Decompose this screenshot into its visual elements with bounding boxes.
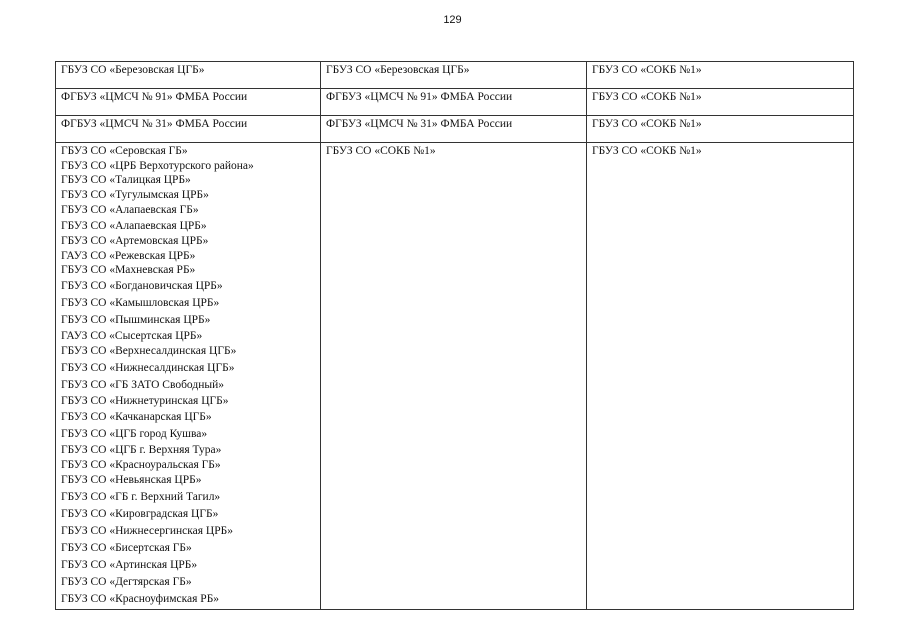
list-item: ГБУЗ СО «Махневская РБ»: [61, 264, 196, 277]
list-item: ГБУЗ СО «Дегтярская ГБ»: [61, 576, 192, 589]
list-item: ГБУЗ СО «Серовская ГБ»: [61, 145, 188, 157]
list-item: ГБУЗ СО «Богдановичская ЦРБ»: [61, 279, 223, 292]
list-item: ГБУЗ СО «Пышминская ЦРБ»: [61, 313, 211, 326]
page-number: 129: [443, 14, 462, 26]
list-item: ГБУЗ СО «Артемовская ЦРБ»: [61, 234, 209, 247]
list-item: ГБУЗ СО «Камышловская ЦРБ»: [61, 296, 220, 309]
cell-primary-organization: ГБУЗ СО «СОКБ №1»: [321, 143, 587, 610]
list-item: ГБУЗ СО «Бисертская ГБ»: [61, 542, 192, 555]
cell-text: ФГБУЗ «ЦМСЧ № 91» ФМБА России: [61, 91, 248, 103]
list-item: ГБУЗ СО «Верхнесалдинская ЦГБ»: [61, 345, 237, 358]
list-item: ГБУЗ СО «Тугулымская ЦРБ»: [61, 188, 209, 201]
cell-primary-organization: ФГБУЗ «ЦМСЧ № 31» ФМБА России: [321, 116, 587, 143]
list-item: ГБУЗ СО «ГБ ЗАТО Свободный»: [61, 379, 224, 392]
cell-referral-organization: ГБУЗ СО «СОКБ №1»: [587, 143, 854, 610]
list-item: ГБУЗ СО «Красноуфимская РБ»: [61, 593, 220, 606]
list-item: ГБУЗ СО «ЦРБ Верхотурского района»: [61, 159, 254, 172]
routing-table: [55, 61, 854, 610]
cell-primary-organization: ФГБУЗ «ЦМСЧ № 91» ФМБА России: [321, 89, 587, 116]
table-row: [56, 143, 854, 610]
list-item: ГБУЗ СО «Кировградская ЦГБ»: [61, 508, 219, 521]
list-item: ГБУЗ СО «Невьянская ЦРБ»: [61, 474, 202, 487]
list-item: ГБУЗ СО «ЦГБ город Кушва»: [61, 427, 208, 440]
cell-primary-organization: ГБУЗ СО «Березовская ЦГБ»: [321, 62, 587, 89]
list-item: ГБУЗ СО «Красноуральская ГБ»: [61, 458, 221, 471]
table-row: [56, 62, 854, 89]
list-item: ГБУЗ СО «Артинская ЦРБ»: [61, 559, 198, 572]
table-row: [56, 116, 854, 143]
cell-referral-organization: ГБУЗ СО «СОКБ №1»: [587, 89, 854, 116]
list-item: ГАУЗ СО «Сысертская ЦРБ»: [61, 329, 203, 342]
list-item: ГБУЗ СО «Нижнесергинская ЦРБ»: [61, 525, 233, 538]
cell-source-organization: [56, 116, 321, 143]
table-row: [56, 89, 854, 116]
list-item: ГБУЗ СО «Алапаевская ГБ»: [61, 204, 199, 217]
cell-source-organization: [56, 62, 321, 89]
list-item: ГБУЗ СО «ГБ г. Верхний Тагил»: [61, 491, 221, 504]
list-item: ГБУЗ СО «Качканарская ЦГБ»: [61, 410, 212, 423]
list-item: ГБУЗ СО «Алапаевская ЦРБ»: [61, 220, 207, 233]
cell-text: ГБУЗ СО «Березовская ЦГБ»: [61, 64, 205, 76]
list-item: ГБУЗ СО «ЦГБ г. Верхняя Тура»: [61, 443, 222, 456]
cell-source-organization: [56, 89, 321, 116]
list-item: ГАУЗ СО «Режевская ЦРБ»: [61, 249, 196, 262]
cell-referral-organization: ГБУЗ СО «СОКБ №1»: [587, 62, 854, 89]
list-item: ГБУЗ СО «Нижнетуринская ЦГБ»: [61, 395, 229, 408]
list-item: ГБУЗ СО «Нижнесалдинская ЦГБ»: [61, 362, 235, 375]
cell-text: ФГБУЗ «ЦМСЧ № 31» ФМБА России: [61, 118, 248, 130]
list-item: ГБУЗ СО «Талицкая ЦРБ»: [61, 174, 191, 187]
cell-source-organization-list: [56, 143, 321, 610]
cell-referral-organization: ГБУЗ СО «СОКБ №1»: [587, 116, 854, 143]
